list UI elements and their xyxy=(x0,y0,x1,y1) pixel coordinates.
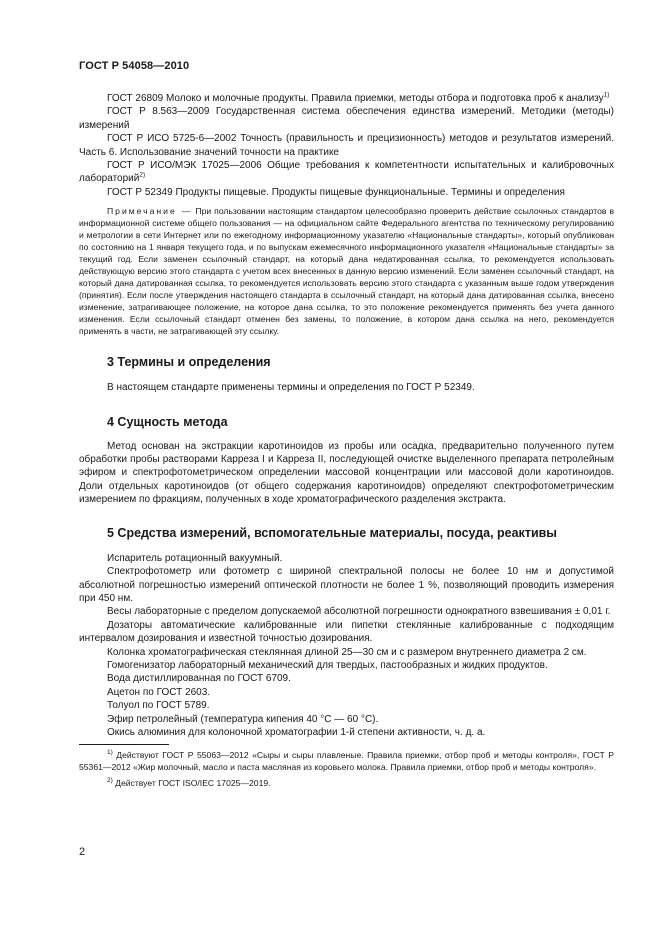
equipment-item: Гомогенизатор лабораторный механический для твердых, пастообразных и жидких продуктов. xyxy=(107,659,548,671)
section-3-text: В настоящем стандарте применены термины и определения по ГОСТ Р 52349. xyxy=(107,382,475,394)
equipment-item: Колонка хроматографическая стеклянная длиной 25—30 см и с размером внутреннего диаметра 2 см. xyxy=(107,646,587,658)
footnote-mark: 1) xyxy=(107,749,113,757)
normative-reference: ГОСТ Р ИСО 5725-6—2002 Точность (правильность и прецизионность) методов и результатов измерений. Часть 6. Использование значений точности на практике xyxy=(79,133,614,158)
note-label: Примечание — xyxy=(107,206,193,217)
equipment-item: Испаритель ротационный вакуумный. xyxy=(107,552,283,564)
normative-reference: ГОСТ Р 52349 Продукты пищевые. Продукты пищевые функциональные. Термины и определения xyxy=(107,186,565,198)
footnote-mark: 1) xyxy=(603,91,610,99)
note-text: При пользовании настоящим стандартом целесообразно проверить действие ссылочных стандартов в информационной системе общего пользования — на официальном сайте Федерального агентства по техническому регулированию и метрологии в сети Интернет или по ежегодному информационному указателю «Национальные стандарты», который опубликован по состоянию на 1 января текущего года, и по выпускам ежемесячного информационного указателя «Национальные стандарты» за текущий год. Если заменен ссылочный стандарт, на который дана недатированная ссылка, то рекомендуется использовать действующую версию этого стандарта с учетом всех внесенных в данную версию изменений. Если заменен ссылочный стандарт, на который дана датированная ссылка, то рекомендуется использовать версию этого стандарта с указанным выше годом утверждения (принятия). Если после утверждения настоящего стандарта в ссылочный стандарт, на который дана датированная ссылка, внесено изменение, затрагивающее положение, на которое дана ссылка, то это положение рекомендуется применять без учета данного изменения. Если ссылочный стандарт отменен без замены, то положение, в котором дана ссылка на него, рекомендуется применять в части, не затрагивающей эту ссылку. xyxy=(79,206,615,337)
equipment-item: Ацетон по ГОСТ 2603. xyxy=(107,686,211,698)
equipment-item: Эфир петролейный (температура кипения 40 °С — 60 °С). xyxy=(107,713,379,725)
footnote-mark: 2) xyxy=(107,777,113,785)
document-code-header: ГОСТ Р 54058—2010 xyxy=(79,60,190,72)
footnote: $^{1)}$ Действуют ГОСТ Р 55063—2012 «Сыры и сыры плавленые. Правила приемки, отбор проб и методы контроля», ГОСТ Р 55361—2012 «Жир молочный, масло и паста масляная из коровьего молока. Правила приемки, отбор проб и методы контроля». xyxy=(79,749,615,773)
section-4-heading: 4 Сущность метода xyxy=(107,414,228,429)
equipment-item: Толуол по ГОСТ 5789. xyxy=(107,700,210,712)
normative-reference: ГОСТ Р ИСО/МЭК 17025—2006 Общие требования к компетентности испытательных и калибровочных лабораторий$^{2)}$ xyxy=(79,160,614,185)
section-5-heading: 5 Средства измерений, вспомогательные материалы, посуда, реактивы xyxy=(107,525,557,540)
footnote: $^{2)}$ Действует ГОСТ ISO/IEC 17025—2019. xyxy=(107,777,271,789)
footnote-divider xyxy=(79,744,169,745)
footnote-mark: 2) xyxy=(139,172,146,180)
page-number: 2 xyxy=(79,846,86,858)
normative-reference: ГОСТ Р 8.563—2009 Государственная система обеспечения единства измерений. Методики (методы) измерений xyxy=(79,106,614,131)
equipment-item: Весы лабораторные с пределом допускаемой абсолютной погрешности однократного взвешивания ± 0,01 г. xyxy=(107,606,611,618)
section-3-heading: 3 Термины и определения xyxy=(107,355,271,370)
main-content xyxy=(79,92,614,789)
equipment-item: Спектрофотометр или фотометр с шириной спектральной полосы не более 10 нм и допустимой абсолютной погрешностью измерений оптической плотности не более 1 %, позволяющий проводить измерения при 450 нм. xyxy=(79,566,614,604)
normative-reference: ГОСТ 26809 Молоко и молочные продукты. Правила приемки, методы отбора и подготовка проб к анализу$^{1)}$ xyxy=(107,91,610,104)
equipment-item: Окись алюминия для колоночной хроматографии 1-й степени активности, ч. д. а. xyxy=(107,726,486,738)
section-4-text: Метод основан на экстракции каротиноидов из пробы или осадка, предварительно полученного путем обработки пробы растворами Карреза I и Карреза II, последующей очистке выделенного препарата петролейным эфиром и спектрофотометрическом определении массовой концентрации или массовой доли каротиноидов. Доли отдельных каротиноидов (от общего содержания каротиноидов) определяют спектрофотометрическим измерением по фракциям, полученных в ходе хроматографического разделения экстракта. xyxy=(79,440,614,506)
note-paragraph xyxy=(79,205,614,337)
equipment-item: Дозаторы автоматические калиброванные или пипетки стеклянные калиброванные с подходящим интервалом дозирования и известной точностью дозирования. xyxy=(79,619,614,645)
equipment-item: Вода дистиллированная по ГОСТ 6709. xyxy=(107,673,291,685)
